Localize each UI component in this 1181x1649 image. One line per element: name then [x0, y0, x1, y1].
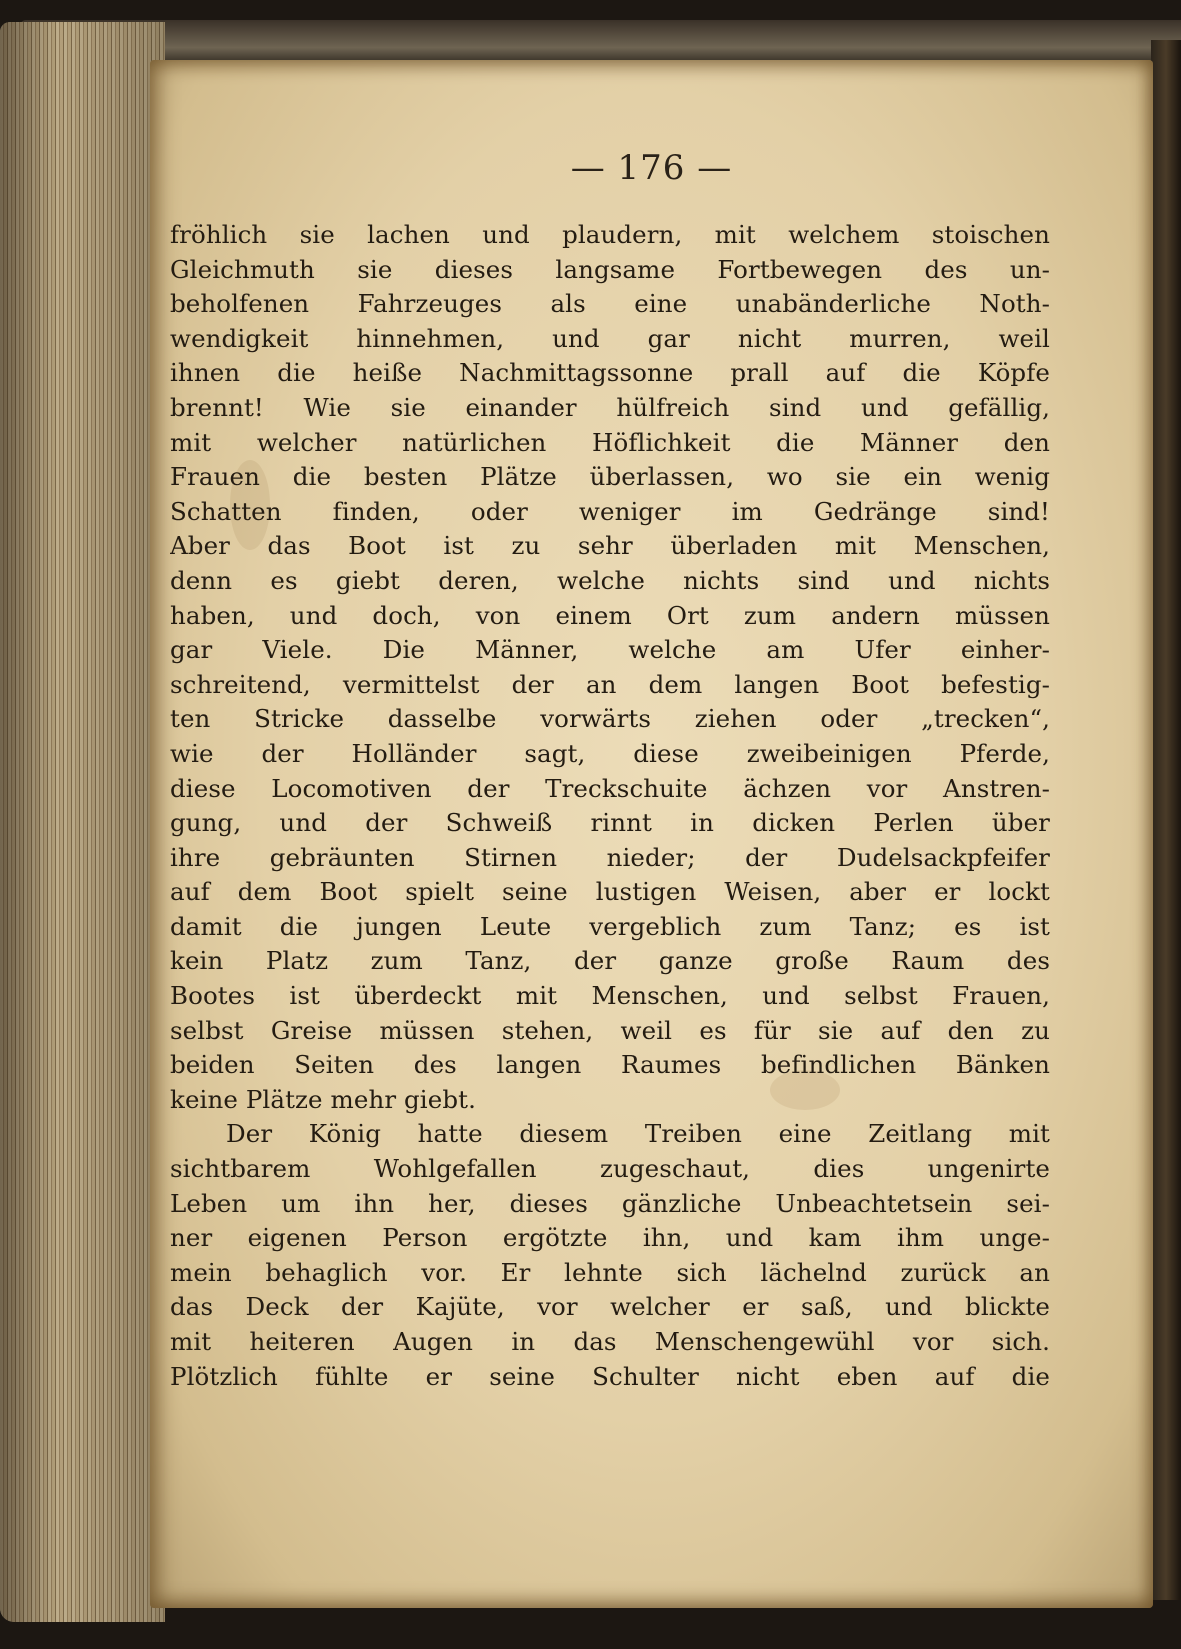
text-line: ihnen die heiße Nachmittagssonne prall auf die Köpfe — [170, 358, 1050, 388]
text-line: Frauen die besten Plätze überlassen, wo sie ein wenig — [170, 462, 1050, 492]
text-line: selbst Greise müssen stehen, weil es für sie auf den zu — [170, 1015, 1050, 1045]
text-line: mit heiteren Augen in das Menschengewühl vor sich. — [170, 1327, 1050, 1356]
text-line: Aber das Boot ist zu sehr überladen mit Menschen, — [170, 531, 1050, 561]
book-binding-right — [1151, 40, 1181, 1600]
text-line: ner eigenen Person ergötzte ihn, und kam ihm unge- — [170, 1223, 1050, 1253]
text-line: haben, und doch, von einem Ort zum andern müssen — [170, 600, 1050, 630]
text-line: Schatten finden, oder weniger im Gedränge sind! — [170, 496, 1050, 526]
page-edges-shadow — [0, 22, 165, 1622]
text-line: mit welcher natürlichen Höflichkeit die Männer den — [170, 427, 1050, 457]
text-line: Plötzlich fühlte er seine Schulter nicht eben auf die — [170, 1361, 1050, 1391]
text-line: keine Plätze mehr giebt. — [170, 1084, 476, 1114]
text-line: Bootes ist überdeckt mit Menschen, und selbst Frauen, — [170, 981, 1050, 1011]
text-line: diese Locomotiven der Treckschuite ächzen vor Anstren- — [170, 773, 1050, 803]
text-line: mein behaglich vor. Er lehnte sich lächelnd zurück an — [170, 1257, 1050, 1287]
text-line: ten Stricke dasselbe vorwärts ziehen oder „trecken“, — [170, 704, 1050, 734]
text-line: fröhlich sie lachen und plaudern, mit welchem stoischen — [170, 220, 1050, 249]
text-line: Der König hatte diesem Treiben eine Zeitlang mit — [226, 1119, 1050, 1149]
text-line: beiden Seiten des langen Raumes befindlichen Bänken — [170, 1050, 1050, 1080]
text-line: wendigkeit hinnehmen, und gar nicht murren, weil — [170, 323, 1050, 353]
body-text — [170, 218, 1050, 1394]
text-line: gar Viele. Die Männer, welche am Ufer einher- — [170, 635, 1050, 665]
text-line: sichtbarem Wohlgefallen zugeschaut, dies ungenirte — [170, 1154, 1050, 1184]
page-number: — 176 — — [570, 148, 733, 188]
text-line: wie der Holländer sagt, diese zweibeinigen Pferde, — [170, 738, 1050, 768]
text-line: beholfenen Fahrzeuges als eine unabänderliche Noth- — [170, 289, 1050, 319]
text-line: das Deck der Kajüte, vor welcher er saß, und blickte — [170, 1292, 1050, 1322]
text-line: damit die jungen Leute vergeblich zum Tanz; es ist — [170, 911, 1050, 941]
text-line: Leben um ihn her, dieses gänzliche Unbeachtetsein sei- — [170, 1188, 1050, 1218]
text-line: brennt! Wie sie einander hülfreich sind und gefällig, — [170, 392, 1050, 422]
text-line: auf dem Boot spielt seine lustigen Weisen, aber er lockt — [170, 877, 1050, 907]
text-line: kein Platz zum Tanz, der ganze große Raum des — [170, 946, 1050, 976]
text-line: ihre gebräunten Stirnen nieder; der Dudelsackpfeifer — [170, 842, 1050, 872]
text-line: Gleichmuth sie dieses langsame Fortbewegen des un- — [170, 254, 1050, 284]
text-line: denn es giebt deren, welche nichts sind und nichts — [170, 565, 1050, 595]
text-line: gung, und der Schweiß rinnt in dicken Perlen über — [170, 808, 1050, 838]
text-line: schreitend, vermittelst der an dem langen Boot befestig- — [170, 669, 1050, 699]
